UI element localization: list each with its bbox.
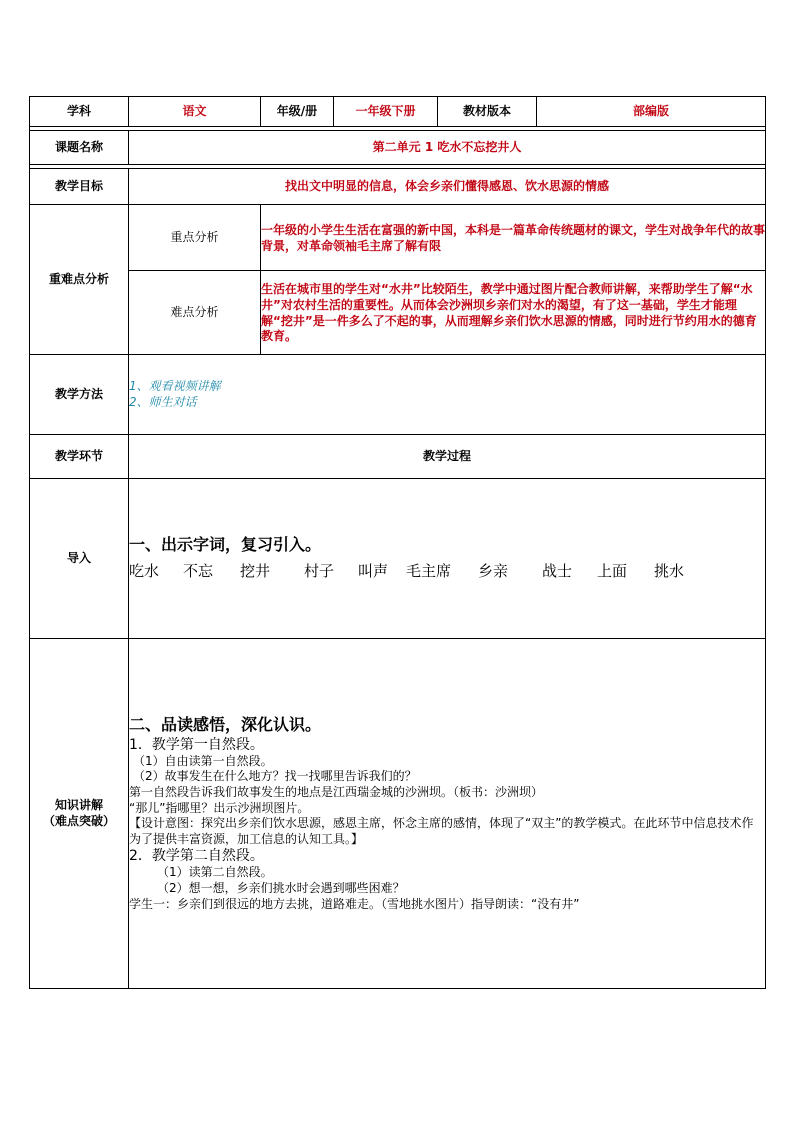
knowledge-line: 学生一：乡亲们到很远的地方去挑，道路难走。（雪地挑水图片）指导朗读：“没有井” [129, 896, 580, 911]
word-item: 上面 [597, 562, 628, 581]
intro-label: 导入 [30, 479, 129, 639]
knowledge-line: （2）故事发生在什么地方？找一找哪里告诉我们的？ [133, 769, 417, 784]
method-item: 1、观看视频讲解 [129, 378, 221, 393]
analysis-label: 重难点分析 [30, 205, 129, 355]
knowledge-label-line2: （难点突破） [42, 813, 115, 828]
topic-row [30, 131, 766, 165]
difficult-analysis-row [30, 271, 766, 355]
process-value: 教学过程 [129, 435, 766, 479]
word-item: 挖井 [240, 562, 271, 581]
topic-label: 课题名称 [30, 131, 129, 165]
knowledge-label [30, 639, 129, 989]
knowledge-line: （2）想一想，乡亲们挑水时会遇到哪些困难？ [157, 881, 405, 896]
edition-label: 教材版本 [438, 97, 537, 127]
method-item: 2、师生对话 [129, 394, 197, 409]
word-item: 挑水 [654, 562, 685, 581]
word-item: 吃水 [129, 562, 160, 581]
goal-row [30, 169, 766, 205]
key-analysis-label: 重点分析 [129, 205, 261, 271]
knowledge-line: 2．教学第二自然段。 [129, 848, 264, 865]
difficult-analysis-label: 难点分析 [129, 271, 261, 355]
knowledge-line: 1．教学第一自然段。 [129, 736, 264, 753]
methods-list [129, 355, 766, 435]
knowledge-line: （1）自由读第一自然段。 [133, 753, 273, 768]
intro-content [129, 479, 766, 639]
word-item: 乡亲 [478, 562, 509, 581]
header-row [30, 97, 766, 127]
word-item: 村子 [304, 562, 335, 581]
process-row [30, 435, 766, 479]
goal-value: 找出文中明显的信息，体会乡亲们懂得感恩、饮水思源的情感 [129, 169, 766, 205]
goal-label: 教学目标 [30, 169, 129, 205]
knowledge-content [129, 639, 766, 989]
process-label: 教学环节 [30, 435, 129, 479]
knowledge-heading: 二、品读感悟，深化认识。 [129, 714, 322, 734]
word-item: 不忘 [183, 562, 214, 581]
knowledge-row [30, 639, 766, 989]
knowledge-line: 第一自然段告诉我们故事发生的地点是江西瑞金城的沙洲坝。（板书：沙洲坝） [129, 784, 544, 799]
grade-value: 一年级下册 [334, 97, 438, 127]
intro-row [30, 479, 766, 639]
topic-value: 第二单元 1 吃水不忘挖井人 [129, 131, 766, 165]
knowledge-label-line1: 知识讲解 [54, 797, 103, 812]
knowledge-line: “那儿”指哪里？出示沙洲坝图片。 [129, 800, 310, 815]
lesson-plan-table [29, 96, 766, 989]
word-item: 战士 [542, 562, 573, 581]
subject-value: 语文 [129, 97, 261, 127]
word-list [129, 562, 765, 582]
word-item: 毛主席 [406, 562, 452, 581]
edition-value: 部编版 [537, 97, 766, 127]
key-analysis-text: 一年级的小学生生活在富强的新中国，本科是一篇革命传统题材的课文，学生对战争年代的故事背景，对革命领袖毛主席了解有限 [261, 205, 766, 271]
word-item: 叫声 [358, 562, 389, 581]
difficult-analysis-text: 生活在城市里的学生对“水井”比较陌生，教学中通过图片配合教师讲解，来帮助学生了解“水井”对农村生活的重要性。从而体会沙洲坝乡亲们对水的渴望，有了这一基础，学生才能理解“挖井”是一件多么了不起的事，从而理解乡亲们饮水思源的情感，同时进行节约用水的德育教育。 [261, 271, 766, 355]
key-analysis-row [30, 205, 766, 271]
grade-label: 年级/册 [261, 97, 334, 127]
knowledge-line: （1）读第二自然段。 [157, 865, 273, 880]
methods-label: 教学方法 [30, 355, 129, 435]
methods-row [30, 355, 766, 435]
subject-label: 学科 [30, 97, 129, 127]
intro-heading: 一、出示字词，复习引入。 [129, 535, 322, 555]
design-intent: 【设计意图：探究出乡亲们饮水思源，感恩主席，怀念主席的感情，体现了“双主”的教学模式。在此环节中信息技术作为了提供丰富资源，加工信息的认知工具。】 [129, 816, 754, 846]
